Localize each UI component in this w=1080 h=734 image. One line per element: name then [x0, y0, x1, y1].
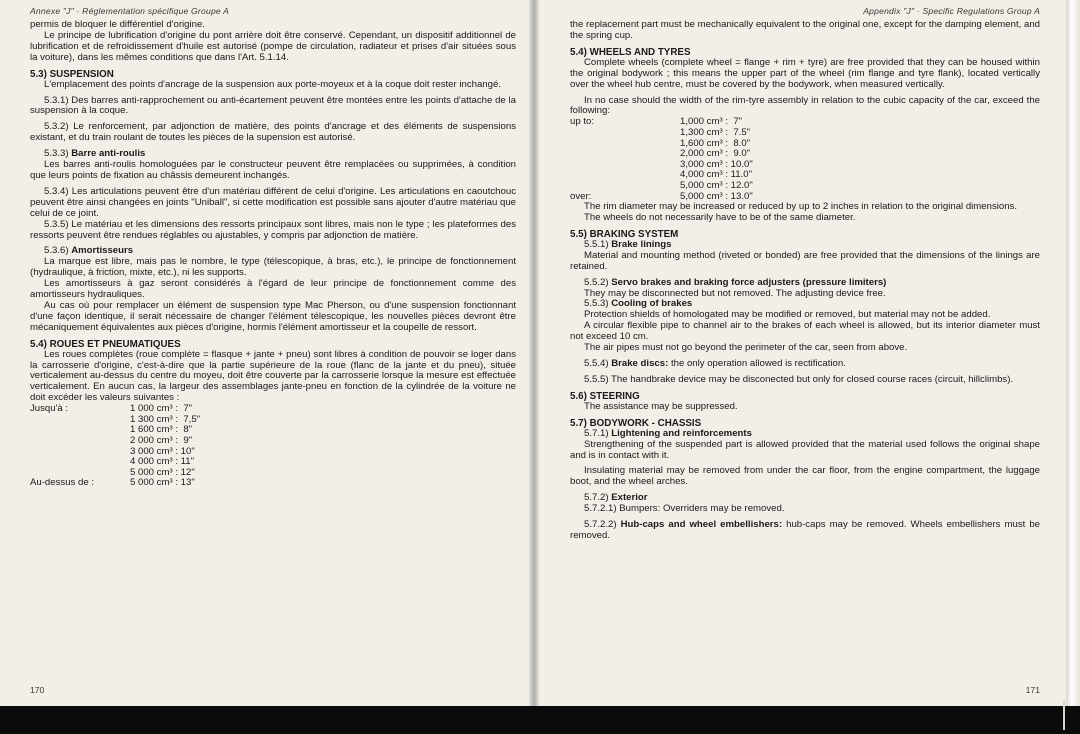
row-value: 5 000 cm³ : 13" [130, 477, 195, 489]
paragraph: Insulating material may be removed from under the car floor, from the engine compartment, the luggage boot, and the wheel arches. [570, 465, 1040, 488]
paragraph: The rim diameter may be increased or reduced by up to 2 inches in relation to the original dimensions. [584, 201, 1018, 213]
row-value: 1,300 cm³ : 7.5" [680, 126, 751, 138]
section-heading: 5.4) WHEELS AND TYRES [570, 46, 691, 58]
left-page [30, 6, 516, 696]
row-value: 4 000 cm³ : 11" [130, 456, 195, 468]
table-row [30, 468, 516, 479]
rim-width-table [570, 117, 1040, 202]
row-label [570, 139, 680, 150]
row-label: Jusqu'à : [30, 403, 69, 415]
section-heading: 5.7) BODYWORK - CHASSIS [570, 417, 702, 429]
paragraph: The air pipes must not go beyond the perimeter of the car, seen from above. [584, 342, 908, 354]
subsection-heading [570, 278, 1040, 289]
table-row [30, 425, 516, 436]
section-heading: 5.3) SUSPENSION [30, 68, 114, 80]
subsection-number: 5.3.6) [44, 245, 69, 257]
subsection-number: 5.5.1) [584, 238, 609, 250]
table-row [30, 478, 516, 489]
rim-width-table [30, 404, 516, 489]
paragraph: 5.3.1) Des barres anti-rapprochement ou anti-écartement peuvent être montées entre les points d'attache de la suspension à la coque. [30, 94, 516, 117]
paragraph: L'emplacement des points d'ancrage de la suspension aux porte-moyeux et à la coque doit rester inchangé. [44, 78, 501, 90]
table-row [570, 139, 1040, 150]
table-row [570, 160, 1040, 171]
row-value: 1 000 cm³ : 7" [130, 403, 193, 415]
table-row [570, 128, 1040, 139]
paragraph: Complete wheels (complete wheel = flange + rim + tyre) are free provided that they can be housed within the original bodywork ; this means the upper part of the wheel (rim flange and tyre flank), located vertically over the wheel hub centre, must be covered by the bodywork, when measured vertically. [570, 56, 1040, 90]
row-label [570, 181, 680, 192]
row-value: 2 000 cm³ : 9" [130, 434, 193, 446]
table-row [30, 436, 516, 447]
subsection-title: Brake linings [611, 238, 672, 250]
paragraph: Les roues complètes (roue complète = flasque + jante + pneu) sont libres à condition de pouvoir se loger dans la carrosserie d'origine, c'est-à-dire que la partie supérieure de la roue (flanc de la jante et du pneu), située verticalement au-dessus du centre du moyeu, doit être couverte par la carrosserie lorsque la mesure est effectuée verticalement. En aucun cas, la largeur des assemblages jante-pneu en fonction de la cylindrée de la voiture ne doit excéder les valeurs suivantes : [30, 348, 516, 404]
subsection-title: Amortisseurs [71, 245, 134, 257]
paragraph: Le principe de lubrification d'origine du pont arrière doit être conservé. Cependant, un dispositif additionnel de lubrification et de refroidissement d'huile est autorisé (pompe de circulation, radiateur et prises d'air situées sous la voiture), dans les mêmes conditions que dans l'Art. 5.1.14. [30, 29, 516, 63]
paragraph-text: the only operation allowed is rectification. [670, 357, 846, 369]
subsection-title: Servo brakes and braking force adjusters (pressure limiters) [611, 276, 887, 288]
paragraph [570, 359, 1040, 370]
paragraph: Protection shields of homologated may be modified or removed, but material may not be added. [584, 309, 991, 321]
subsection-heading [570, 429, 1040, 440]
subsection-number: 5.5.4) [584, 357, 609, 369]
page-number: 171 [1025, 685, 1040, 696]
paragraph [570, 520, 1040, 542]
page-number: 170 [30, 685, 45, 696]
row-label: Au-dessus de : [30, 477, 94, 489]
row-value: 3,000 cm³ : 10.0" [680, 158, 753, 170]
page-edge [1066, 0, 1080, 706]
paragraph: La marque est libre, mais pas le nombre, le type (télescopique, à bras, etc.), le principe de fonctionnement (hydraulique, à friction, mixte, etc.), ni les supports. [30, 256, 516, 279]
row-label [30, 415, 130, 426]
paragraph: A circular flexible pipe to channel air to the brakes of each wheel is allowed, but its interior diameter must not exceed 10 cm. [570, 320, 1040, 343]
section-heading: 5.5) BRAKING SYSTEM [570, 228, 679, 240]
row-label [30, 457, 130, 468]
paragraph: Strengthening of the suspended part is allowed provided that the material used follows the original shape and is in contact with it. [570, 438, 1040, 461]
row-label [30, 436, 130, 447]
section-heading: 5.6) STEERING [570, 390, 640, 402]
paragraph-text: Bumpers: Overriders may be removed. [619, 503, 785, 515]
row-value: 1,000 cm³ : 7" [680, 116, 743, 128]
paragraph: the replacement part must be mechanically equivalent to the original one, except for the damping element, and the spring cup. [570, 19, 1040, 41]
table-row [570, 181, 1040, 192]
row-label [570, 160, 680, 171]
row-label: over: [570, 190, 592, 202]
inline-term: Hub-caps and wheel embellishers: [620, 519, 783, 531]
paragraph: 5.3.2) Le renforcement, par adjonction de matière, des points d'ancrage et des éléments de suspensions existant, et du train roulant de toutes les pièces de la supension est autorisé. [30, 121, 516, 144]
row-value: 3 000 cm³ : 10" [130, 445, 195, 457]
subsection-title: Barre anti-roulis [71, 148, 146, 160]
table-row [30, 415, 516, 426]
paragraph-text: hub-caps may be removed. Wheels embellishers must be removed. [570, 519, 1041, 541]
table-row [570, 149, 1040, 160]
paragraph: Material and mounting method (riveted or bonded) are free provided that the dimensions of the linings are retained. [570, 249, 1040, 272]
row-value: 1,600 cm³ : 8.0" [680, 137, 751, 149]
subsection-title: Exterior [611, 492, 648, 504]
paragraph: 5.3.5) Le matériau et les dimensions des ressorts principaux sont libres, mais non le type ; les plateformes des ressorts peuvent être rendues réglables ou ajustables, y compris par adjonction de matière. [30, 218, 516, 241]
table-row [30, 404, 516, 415]
table-row [30, 457, 516, 468]
row-label [30, 447, 130, 458]
subsection-number: 5.7.1) [584, 427, 609, 439]
scan-artifact [1063, 700, 1065, 730]
paragraph: 5.5.5) The handbrake device may be disconected but only for closed course races (circuit, hillclimbs). [584, 373, 1014, 385]
subsection-number: 5.5.2) [584, 276, 609, 288]
row-value: 4,000 cm³ : 11.0" [680, 169, 753, 181]
subsection-number: 5.3.3) [44, 148, 69, 160]
book-gutter [529, 0, 539, 706]
row-label [570, 149, 680, 160]
row-label [570, 170, 680, 181]
table-row [570, 170, 1040, 181]
paragraph: 5.3.4) Les articulations peuvent être d'un matériau différent de celui d'origine. Les articulations en caoutchouc peuvent être ainsi changées en joints "Uniball", si cette modification est possible sans ajouter d'autre matériau que celui de ce joint. [30, 185, 516, 219]
row-value: 2,000 cm³ : 9.0" [680, 148, 751, 160]
subsection-number: 5.7.2.2) [584, 519, 617, 531]
subsection-title: Lightening and reinforcements [611, 427, 752, 439]
row-value: 1 300 cm³ : 7,5" [130, 413, 201, 425]
paragraph: The wheels do not necessarily have to be of the same diameter. [584, 212, 856, 223]
subsection-title: Cooling of brakes [611, 298, 693, 310]
inline-term: Brake discs: [611, 357, 669, 369]
paragraph: Les barres anti-roulis homologuées par le constructeur peuvent être remplacées ou supprimées, à condition que leurs points de fixation au châssis demeurent inchangés. [30, 159, 516, 181]
row-value: 5,000 cm³ : 12.0" [680, 179, 753, 191]
running-head: Appendix "J" · Specific Regulations Group A [863, 6, 1040, 16]
row-label [570, 128, 680, 139]
row-label [30, 425, 130, 436]
row-value: 5 000 cm³ : 12" [130, 466, 195, 478]
paragraph: permis de bloquer le différentiel d'origine. [30, 19, 205, 30]
table-row [30, 447, 516, 458]
subsection-number: 5.5.3) [584, 298, 609, 310]
paragraph: In no case should the width of the rim-tyre assembly in relation to the cubic capacity of the car, exceed the following: [570, 94, 1040, 117]
subsection-number: 5.7.2.1) [584, 503, 617, 515]
section-heading: 5.4) ROUES ET PNEUMATIQUES [30, 338, 181, 350]
row-label: up to: [570, 116, 595, 128]
row-value: 5,000 cm³ : 13.0" [680, 190, 753, 202]
subsection-number: 5.7.2) [584, 492, 609, 504]
running-head: Annexe "J" · Réglementation spécifique Groupe A [30, 6, 230, 16]
table-row [570, 117, 1040, 128]
paragraph: Les amortisseurs à gaz seront considérés à l'égard de leur principe de fonctionnement comme des amortisseurs hydrauliques. [30, 278, 516, 301]
right-page [570, 6, 1040, 696]
paragraph: The assistance may be suppressed. [584, 400, 738, 412]
paragraph [570, 504, 1040, 515]
row-value: 1 600 cm³ : 8" [130, 424, 193, 436]
paragraph: Au cas où pour remplacer un élément de suspension type Mac Pherson, ou d'une suspension fonctionnant d'une façon identique, il serait nécessaire de changer l'élément télescopique, les nouvelles pièces devront être mécaniquement équivalentes aux pièces d'origine, hormis l'élément amortisseur et la coupelle de ressort. [30, 299, 516, 333]
paragraph: They may be disconnected but not removed. The adjusting device free. [584, 287, 886, 299]
